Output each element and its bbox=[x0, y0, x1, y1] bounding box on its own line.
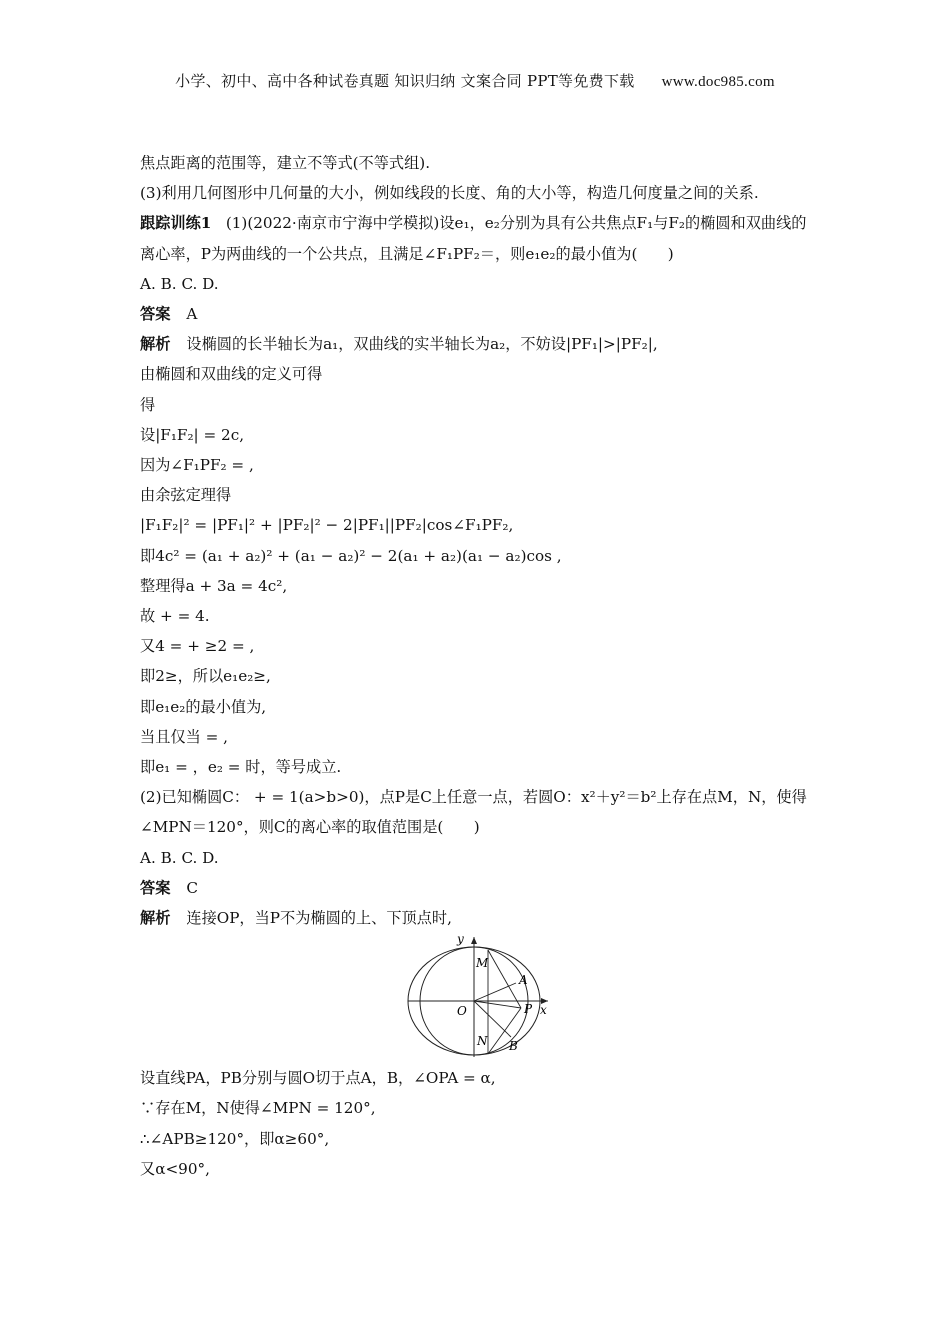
segment-oa bbox=[474, 983, 516, 1001]
answer-1 bbox=[140, 299, 812, 329]
answer-value: A bbox=[186, 305, 198, 324]
page-header bbox=[0, 70, 950, 91]
line-8: 得 bbox=[140, 395, 156, 414]
header-url[interactable]: www.doc985.com bbox=[661, 74, 775, 90]
line-9: 设|F₁F₂| = 2c, bbox=[140, 425, 245, 444]
analysis-tag: 解析 bbox=[140, 909, 171, 928]
analysis-2-intro bbox=[140, 903, 812, 933]
answer-value: C bbox=[186, 878, 198, 897]
ellipse-circle-figure bbox=[140, 933, 812, 1063]
label-o: O bbox=[457, 1004, 467, 1019]
exercise-1-options: A. B. C. D. bbox=[140, 274, 219, 293]
geometry-diagram bbox=[402, 933, 552, 1061]
exercise-text: 设e₁，e₂分别为具有公共焦点F₁与F₂的椭圆和双曲线的离心率，P为两曲线的一个公共点，且满足∠F₁PF₂＝，则e₁e₂的最小值为( ) bbox=[140, 214, 807, 263]
exercise-source: (1)(2022·南京市宁海中学模拟) bbox=[225, 214, 440, 233]
exercise-2-question: (2)已知椭圆C： + = 1(a>b>0)，点P是C上任意一点，若圆O：x²＋y²＝b²上存在点M，N，使得∠MPN＝120°，则C的离心率的取值范围是( ) bbox=[140, 788, 807, 837]
answer-tag: 答案 bbox=[140, 305, 171, 324]
line-14: 整理得a + 3a = 4c², bbox=[140, 576, 288, 595]
segment-op bbox=[474, 1001, 521, 1008]
line-1: 焦点距离的范围等，建立不等式(不等式组). bbox=[140, 154, 431, 172]
line-15: 故 + = 4. bbox=[140, 607, 210, 626]
line-17: 即2≥，所以e₁e₂≥, bbox=[140, 667, 271, 686]
line-16: 又4 = + ≥2 = , bbox=[140, 637, 255, 656]
answer-tag: 答案 bbox=[140, 878, 171, 897]
label-a: A bbox=[519, 973, 528, 988]
line-26: ∵存在M，N使得∠MPN = 120°, bbox=[140, 1099, 376, 1118]
line-18: 即e₁e₂的最小值为, bbox=[140, 697, 267, 716]
line-7: 由椭圆和双曲线的定义可得 bbox=[140, 365, 323, 384]
label-p: P bbox=[524, 1002, 533, 1017]
line-20: 即e₁ = ，e₂ = 时，等号成立. bbox=[140, 758, 342, 777]
line-19: 当且仅当 = , bbox=[140, 727, 228, 746]
analysis-tag: 解析 bbox=[140, 335, 171, 354]
exercise-1-question bbox=[140, 208, 812, 268]
segment-pm bbox=[488, 950, 521, 1008]
line-28: 又α<90°, bbox=[140, 1159, 210, 1178]
line-12: |F₁F₂|² = |PF₁|² + |PF₂|² − 2|PF₁||PF₂|cos∠F₁PF₂, bbox=[140, 516, 514, 535]
exercise-2-options: A. B. C. D. bbox=[140, 848, 219, 867]
label-y: y bbox=[457, 933, 464, 947]
header-text: 小学、初中、高中各种试卷真题 知识归纳 文案合同 PPT等免费下载 bbox=[175, 72, 635, 90]
analysis-text: 设椭圆的长半轴长为a₁，双曲线的实半轴长为a₂，不妨设|PF₁|>|PF₂|, bbox=[186, 335, 658, 354]
line-27: ∴∠APB≥120°，即α≥60°, bbox=[140, 1129, 330, 1148]
answer-2 bbox=[140, 873, 812, 903]
label-n: N bbox=[477, 1034, 488, 1049]
exercise-tag: 跟踪训练1 bbox=[140, 214, 212, 233]
analysis-text: 连接OP，当P不为椭圆的上、下顶点时, bbox=[186, 909, 452, 928]
line-2: (3)利用几何图形中几何量的大小，例如线段的长度、角的大小等，构造几何度量之间的关系. bbox=[140, 184, 759, 203]
y-axis-arrow bbox=[471, 937, 477, 944]
analysis-1-intro bbox=[140, 329, 812, 359]
line-11: 由余弦定理得 bbox=[140, 486, 232, 505]
line-10: 因为∠F₁PF₂ = , bbox=[140, 456, 254, 475]
label-b: B bbox=[509, 1039, 518, 1054]
line-25: 设直线PA，PB分别与圆O切于点A，B，∠OPA = α, bbox=[140, 1069, 496, 1088]
label-x: x bbox=[540, 1003, 547, 1018]
segment-ob bbox=[474, 1001, 511, 1037]
line-13: 即4c² = (a₁ + a₂)² + (a₁ − a₂)² − 2(a₁ + a₂)(a₁ − a₂)cos , bbox=[140, 546, 562, 565]
document-body bbox=[140, 148, 812, 1184]
label-m: M bbox=[476, 956, 489, 971]
